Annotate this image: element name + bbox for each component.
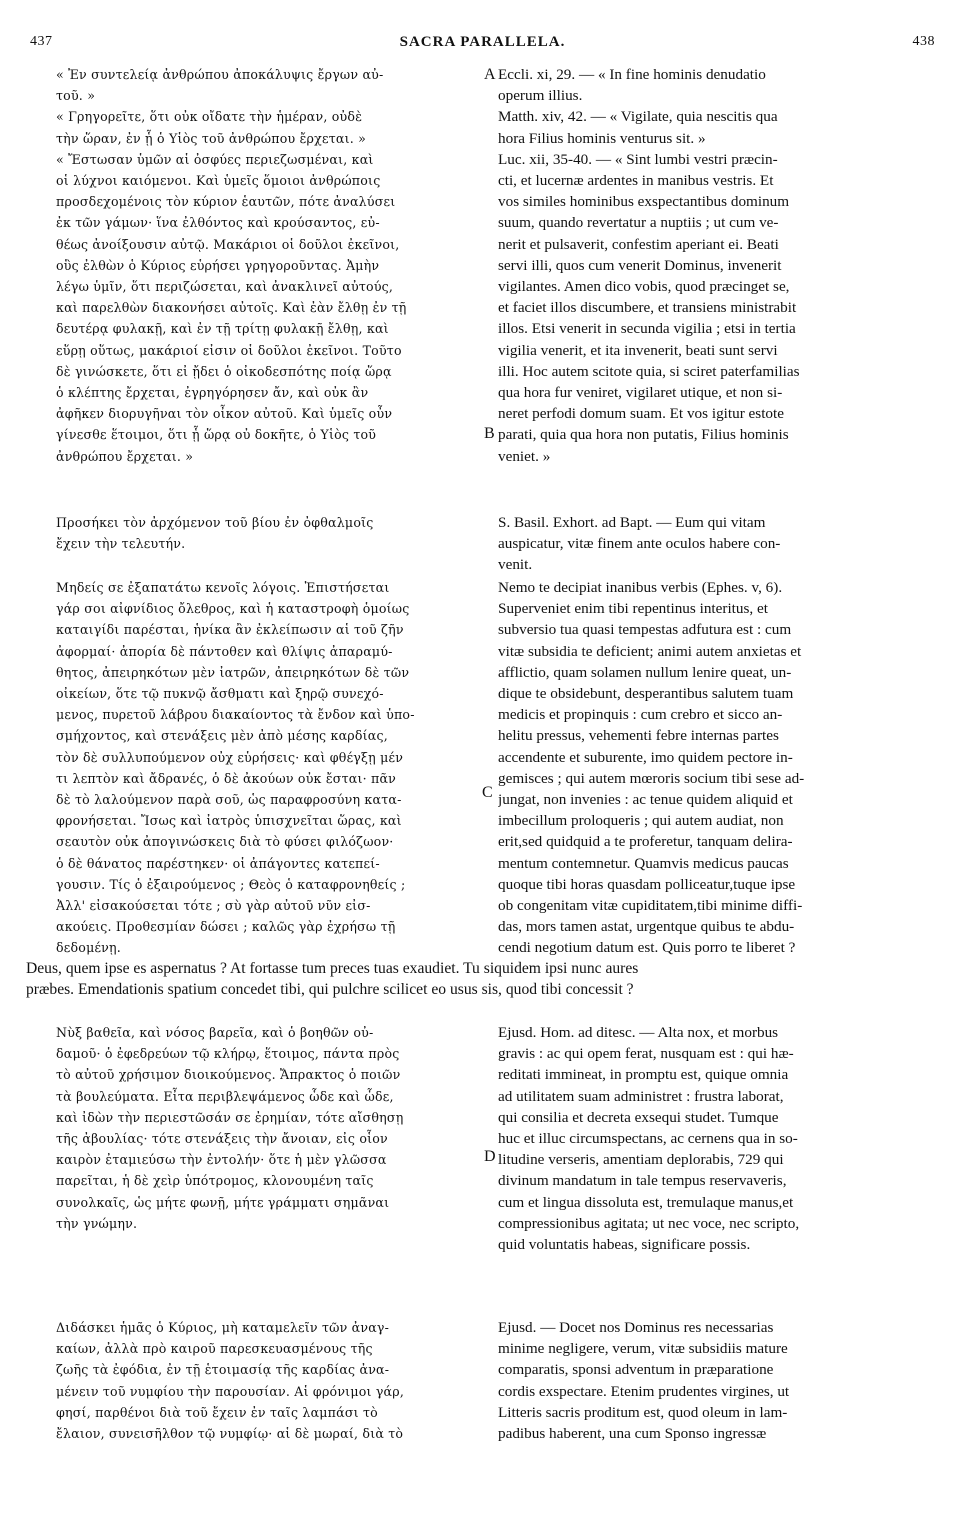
latin-column-section-4 — [498, 1022, 936, 1255]
greek-text-line: ζωῆς τὰ ἐφόδια, ἐν τῇ ἑτοιμασίᾳ τῆς καρδίας ἀνα- — [56, 1362, 390, 1378]
greek-text-line: δαμοῦ· ὁ ἐφεδρεύων τῷ κλήρῳ, ἕτοιμος, πάντα πρὸς — [56, 1046, 400, 1062]
greek-column-section-5 — [56, 1317, 481, 1444]
greek-text-line: καὶ ἰδὼν τὴν περιεστῶσάν σε ἐρημίαν, τότε αἴσθησῃ — [56, 1109, 404, 1125]
latin-text-line: helitu pressus, vehementi febre internas partes — [498, 727, 779, 745]
latin-text-line: nerit et pulsaverit, confestim aperiant ei. Beati — [498, 235, 779, 253]
greek-text-line: Νὺξ βαθεῖα, καὶ νόσος βαρεῖα, καὶ ὁ βοηθῶν οὐ- — [56, 1025, 374, 1040]
latin-text-line: neret perfodi domum suam. Et vos igitur estote — [498, 405, 784, 423]
greek-text-line: δεδομένῃ. — [56, 940, 121, 956]
latin-text-line: quid voluntatis habeas, significare possis. — [498, 1236, 751, 1254]
latin-text-line: padibus haberent, una cum Sponso ingressæ — [498, 1425, 767, 1443]
latin-text-line: illos. Etsi venerit in secunda vigilia ; etsi in tertia — [498, 320, 796, 338]
latin-text-line: cendi negotium datum est. Quis porro te liberet ? — [498, 939, 796, 957]
latin-text-line: vigilantes. Amen dico vobis, quod præcinget se, — [498, 278, 790, 296]
page-number-left: 437 — [30, 34, 53, 49]
greek-text-line: τῆς ἀβουλίας· τότε στενάξεις τὴν ἄνοιαν, εἰς οἷον — [56, 1131, 388, 1147]
latin-column-section-1 — [498, 64, 936, 467]
greek-text-line: δευτέρᾳ φυλακῇ, καὶ ἐν τῇ τρίτῃ φυλακῇ ἔλθῃ, καὶ — [56, 321, 389, 337]
page-number-right: 438 — [912, 34, 935, 49]
greek-text-line: καίων, ἀλλὰ πρὸ καιροῦ παρεσκευασμένους τῆς — [56, 1341, 373, 1357]
latin-text-line: subversio tua quasi tempestas adfutura est : cum — [498, 621, 792, 639]
greek-text-line: σεαυτὸν οὐκ ἀπογινώσκεις διὰ τὸ φύσει φιλόζωον· — [56, 834, 394, 850]
greek-text-line: οἰκείων, ὅτε τῷ πυκνῷ ἄσθματι καὶ ξηρῷ συνεχό- — [56, 686, 384, 702]
latin-text-line: ad utilitatem suam administret : frustra laborat, — [498, 1087, 784, 1105]
latin-text-line: Luc. xii, 35-40. — « Sint lumbi vestri præcin- — [498, 150, 778, 168]
greek-text-line: ἔλαιον, συνεισῆλθον τῷ νυμφίῳ· αἱ δὲ μωραί, διὰ τὸ — [56, 1426, 404, 1442]
latin-column-section-5 — [498, 1317, 936, 1444]
margin-marker-a: A — [484, 66, 496, 83]
greek-text-line: γάρ σοι αἰφνίδιος ὄλεθρος, καὶ ἡ καταστροφὴ ὁμοίως — [56, 601, 410, 617]
latin-text-line: operum illius. — [498, 87, 583, 105]
greek-text-line: μένειν τοῦ νυμφίου τὴν παρουσίαν. Αἱ φρόνιμοι γάρ, — [56, 1383, 405, 1399]
margin-marker-b: B — [484, 425, 495, 442]
latin-text-line: parati, quia qua hora non putatis, Filius hominis — [498, 426, 789, 444]
greek-text-line: καταιγίδι παρέσται, ἡνίκα ἂν ἐκλείπωσιν αἱ τοῦ ζῆν — [56, 622, 404, 638]
greek-text-line: γουσιν. Τίς ὁ ἐξαιρούμενος ; Θεὸς ὁ καταφρονηθείς ; — [56, 876, 406, 892]
greek-column-section-2 — [56, 512, 481, 554]
greek-text-line: γίνεσθε ἕτοιμοι, ὅτι ᾗ ὥρᾳ οὐ δοκῆτε, ὁ Υἱὸς τοῦ — [56, 427, 377, 443]
latin-text-line: suum, quando revertatur a nuptiis ; ut cum ve- — [498, 214, 779, 232]
latin-text-line: auspicatur, vitæ finem ante oculos habere con- — [498, 535, 781, 553]
latin-text-line: vitæ subsidia te deficient; animi autem anxietas et — [498, 642, 802, 660]
greek-text-line: ἐκ τῶν γάμων· ἵνα ἐλθόντος καὶ κρούσαντος, εὐ- — [56, 215, 380, 231]
latin-text-line: afflictio, quam solamen nullum lenire queat, un- — [498, 663, 792, 681]
greek-text-line: Μηδείς σε ἐξαπατάτω κενοῖς λόγοις. Ἐπιστήσεται — [56, 580, 390, 595]
latin-text-line: compressionibus agitata; ut nec voce, nec scripto, — [498, 1214, 800, 1232]
greek-text-line: εὕρῃ οὕτως, μακάριοί εἰσιν οἱ δοῦλοι ἐκεῖνοι. Τοῦτο — [56, 342, 402, 358]
latin-text-line: et faciet illos discumbere, et transiens ministrabit — [498, 299, 797, 317]
margin-marker-c: C — [482, 784, 493, 801]
greek-text-line: τι λεπτὸν καὶ ἄδρανές, ὁ δὲ ἀκούων οὐκ ἔσται· πᾶν — [56, 770, 397, 786]
greek-text-line: οὓς ἐλθὼν ὁ Κύριος εὑρήσει γρηγοροῦντας. Ἀμὴν — [56, 257, 380, 273]
greek-text-line: καὶ παρελθὼν διακονήσει αὐτοῖς. Καὶ ἐὰν ἔλθῃ ἐν τῇ — [56, 300, 407, 316]
latin-text-line: litudine verseris, amentiam deplorabis, 729 qui — [498, 1151, 784, 1169]
greek-text-line: οἱ λύχνοι καιόμενοι. Καὶ ὑμεῖς ὅμοιοι ἀνθρώποις — [56, 173, 381, 189]
latin-text-line: S. Basil. Exhort. ad Bapt. — Eum qui vitam — [498, 514, 766, 531]
greek-text-line: τοῦ. » — [56, 88, 96, 104]
greek-text-line: τὸν δὲ συλλυπούμενον οὐχ εὑρήσεις· καὶ φθέγξῃ μέν — [56, 749, 404, 765]
latin-text-line: accendente et suburente, imo quidem pectore in- — [498, 748, 793, 766]
greek-text-line: προσδεχομένοις τὸν κύριον ἑαυτῶν, πότε ἀναλύσει — [56, 194, 396, 210]
greek-text-line: μενος, πυρετοῦ λάβρου διακαίοντος τὰ ἔνδον καὶ ὑπο- — [56, 707, 415, 723]
latin-text-line: Ejusd. Hom. ad ditesc. — Alta nox, et morbus — [498, 1024, 779, 1041]
margin-marker-d: D — [484, 1148, 496, 1165]
greek-text-line: φησί, παρθένοι διὰ τοῦ ἔχειν ἐν ταῖς λαμπάσι τὸ — [56, 1404, 378, 1420]
greek-column-section-4 — [56, 1022, 481, 1234]
greek-text-line: παρεῖται, ἡ δὲ χεὶρ ὑπότρομος, κλονουμένη ταῖς — [56, 1173, 374, 1189]
greek-text-line: θητος, ἀπειρηκότων μὲν ἰατρῶν, ἀπειρηκότων δὲ τῶν — [56, 664, 410, 680]
latin-text-line: Matth. xiv, 42. — « Vigilate, quia nescitis qua — [498, 108, 778, 126]
greek-text-line: λέγω ὑμῖν, ὅτι περιζώσεται, καὶ ἀνακλινεῖ αὐτούς, — [56, 279, 394, 295]
latin-text-line: Eccli. xi, 29. — « In fine hominis denudatio — [498, 66, 766, 83]
latin-text-line: das, mors tamen astat, urgentque quibus te abdu- — [498, 918, 795, 936]
greek-text-line: δὲ γινώσκετε, ὅτι εἰ ᾔδει ὁ οἰκοδεσπότης ποίᾳ ὥρᾳ — [56, 363, 392, 379]
latin-column-section-2 — [498, 512, 936, 576]
latin-text-line: gravis : ac qui opem ferat, nusquam est : qui hæ- — [498, 1045, 794, 1063]
latin-text-line: cordis exspectare. Etenim prudentes virgines, ut — [498, 1382, 790, 1400]
greek-text-line: ἀφορμαί· ἀπορία δὲ πάντοθεν καὶ θλίψις ἀπαραμύ- — [56, 643, 393, 659]
latin-column-section-3 — [498, 577, 936, 959]
latin-text-line: veniet. » — [498, 447, 551, 465]
latin-text-line: venit. — [498, 556, 533, 574]
greek-text-line: « Γρηγορεῖτε, ὅτι οὐκ οἴδατε τὴν ἡμέραν, οὐδὲ — [56, 109, 363, 125]
greek-text-line: Ἀλλ' εἰσακούσεται τότε ; σὺ γὰρ αὐτοῦ νῦν εἰσ- — [56, 898, 371, 914]
latin-text-line: qua hora fur veniret, vigilaret utique, et non si- — [498, 384, 783, 402]
greek-text-line: Προσήκει τὸν ἀρχόμενον τοῦ βίου ἐν ὀφθαλμοῖς — [56, 515, 374, 530]
full-width-continuation — [26, 958, 936, 1000]
greek-text-line: ἀφῆκεν διορυγῆναι τὸν οἶκον αὐτοῦ. Καὶ ὑμεῖς οὖν — [56, 406, 393, 422]
latin-text-line: vos similes hominibus exspectantibus dominum — [498, 193, 790, 211]
greek-text-line: ἔχειν τὴν τελευτήν. — [56, 536, 186, 552]
greek-text-line: καιρὸν ἐταμιεύσω τὴν ἐντολήν· ὅτε ἡ μὲν γλῶσσα — [56, 1152, 387, 1168]
running-title: SACRA PARALLELA. — [399, 34, 566, 50]
latin-text-line: erit,sed quidquid a te proferetur, tanquam delira- — [498, 833, 793, 851]
greek-text-line: « Ἔστωσαν ὑμῶν αἱ ὀσφύες περιεζωσμέναι, καὶ — [56, 151, 374, 167]
latin-text-line: jungat, non invenies : ac tenue quidem aliquid et — [498, 791, 793, 809]
latin-text-line: præbes. Emendationis spatium concedet tibi, qui pulchre scilicet eo usus sis, quod tibi concessit ? — [26, 981, 634, 999]
latin-text-line: Ejusd. — Docet nos Dominus res necessarias — [498, 1319, 774, 1336]
latin-text-line: servi illi, quos cum venerit Dominus, invenerit — [498, 256, 782, 274]
greek-text-line: δὲ τὸ λαλούμενον παρὰ σοῦ, ὡς παραφροσύνη κατα- — [56, 792, 402, 808]
latin-text-line: cum et lingua dissoluta est, tremulaque manus,et — [498, 1193, 794, 1211]
greek-text-line: τὴν γνώμην. — [56, 1215, 138, 1231]
latin-text-line: quoque tibi horas quasdam polliceatur,tuque ipse — [498, 875, 796, 893]
greek-text-line: τὴν ὥραν, ἐν ᾗ ὁ Υἱὸς τοῦ ἀνθρώπου ἔρχεται. » — [56, 130, 367, 146]
greek-column-section-1 — [56, 64, 481, 467]
latin-text-line: minime negligere, verum, vitæ subsidiis mature — [498, 1340, 788, 1358]
latin-text-line: Deus, quem ipse es aspernatus ? At fortasse tum preces tuas exaudiet. Tu siquidem ipsi nunc aures — [26, 960, 639, 977]
latin-text-line: illi. Hoc autem scitote quia, si sciret paterfamilias — [498, 362, 800, 380]
latin-text-line: mentum contemnetur. Quamvis medicus paucas — [498, 854, 789, 872]
latin-text-line: Nemo te decipiat inanibus verbis (Ephes. v, 6). — [498, 579, 783, 596]
greek-text-line: τὰ βουλεύματα. Εἶτα περιβλεψάμενος ὧδε καὶ ὧδε, — [56, 1088, 394, 1104]
latin-text-line: hora Filius hominis venturus sit. » — [498, 129, 706, 147]
greek-text-line: συνολκαῖς, ὡς μήτε φωνῇ, μήτε γράμματι σημᾶναι — [56, 1194, 390, 1210]
greek-column-section-3 — [56, 577, 481, 959]
running-header — [30, 34, 935, 56]
greek-text-line: ὁ κλέπτης ἔρχεται, ἐγρηγόρησεν ἄν, καὶ οὐκ ἂν — [56, 385, 369, 401]
latin-text-line: medicis et propinquis : cum crebro et sicco an- — [498, 706, 783, 724]
latin-text-line: imbecillum proloqueris ; qui autem audiat, non — [498, 812, 784, 830]
latin-text-line: gemisces ; qui autem mœroris socium tibi sese ad- — [498, 769, 805, 787]
greek-text-line: Διδάσκει ἡμᾶς ὁ Κύριος, μὴ καταμελεῖν τῶν ἀναγ- — [56, 1320, 390, 1335]
greek-text-line: ακούεις. Προθεσμίαν δώσει ; καλῶς γὰρ ἐχρήσω τῇ — [56, 919, 396, 935]
latin-text-line: divinum mandatum in tale tempus reservaveris, — [498, 1172, 787, 1190]
greek-text-line: θέως ἀνοίξουσιν αὐτῷ. Μακάριοι οἱ δοῦλοι ἐκεῖνοι, — [56, 236, 400, 252]
greek-text-line: ἀνθρώπου ἔρχεται. » — [56, 448, 194, 464]
latin-text-line: comparatis, sponsi adventum in præparatione — [498, 1361, 774, 1379]
latin-text-line: ob congenitam vitæ cupiditatem,tibi minime diffi- — [498, 897, 803, 915]
latin-text-line: dique te obsidebunt, desperantibus salutem tuam — [498, 685, 794, 703]
greek-text-line: φρονήσεται. Ἴσως καὶ ἰατρὸς ὑπισχνεῖται ὥρας, καὶ — [56, 813, 402, 829]
latin-text-line: reditati immineat, in promptu est, quique omnia — [498, 1066, 789, 1084]
greek-text-line: τὸ αὐτοῦ χρήσιμον διοικούμενος. Ἄπρακτος ὁ ποιῶν — [56, 1067, 401, 1083]
greek-text-line: σμήχοντος, καὶ στενάξεις μὲν ἀπὸ μέσης καρδίας, — [56, 728, 388, 744]
latin-text-line: Superveniet enim tibi repentinus interitus, et — [498, 600, 768, 618]
latin-text-line: cti, et lucernæ ardentes in manibus vestris. Et — [498, 172, 774, 190]
latin-text-line: huc et illuc circumspectans, ac cernens qua in so- — [498, 1130, 798, 1148]
greek-text-line: ὁ δὲ θάνατος παρέστηκεν· οἱ ἀπάγοντες κατεπεί- — [56, 855, 380, 871]
latin-text-line: vigilia venerit, et ita invenerit, beati sunt servi — [498, 341, 778, 359]
latin-text-line: Litteris sacris proditum est, quod oleum in lam- — [498, 1403, 788, 1421]
latin-text-line: qui consilia et decreta exsequi studet. Tumque — [498, 1108, 779, 1126]
greek-text-line: « Ἐν συντελείᾳ ἀνθρώπου ἀποκάλυψις ἔργων αὐ- — [56, 67, 384, 82]
